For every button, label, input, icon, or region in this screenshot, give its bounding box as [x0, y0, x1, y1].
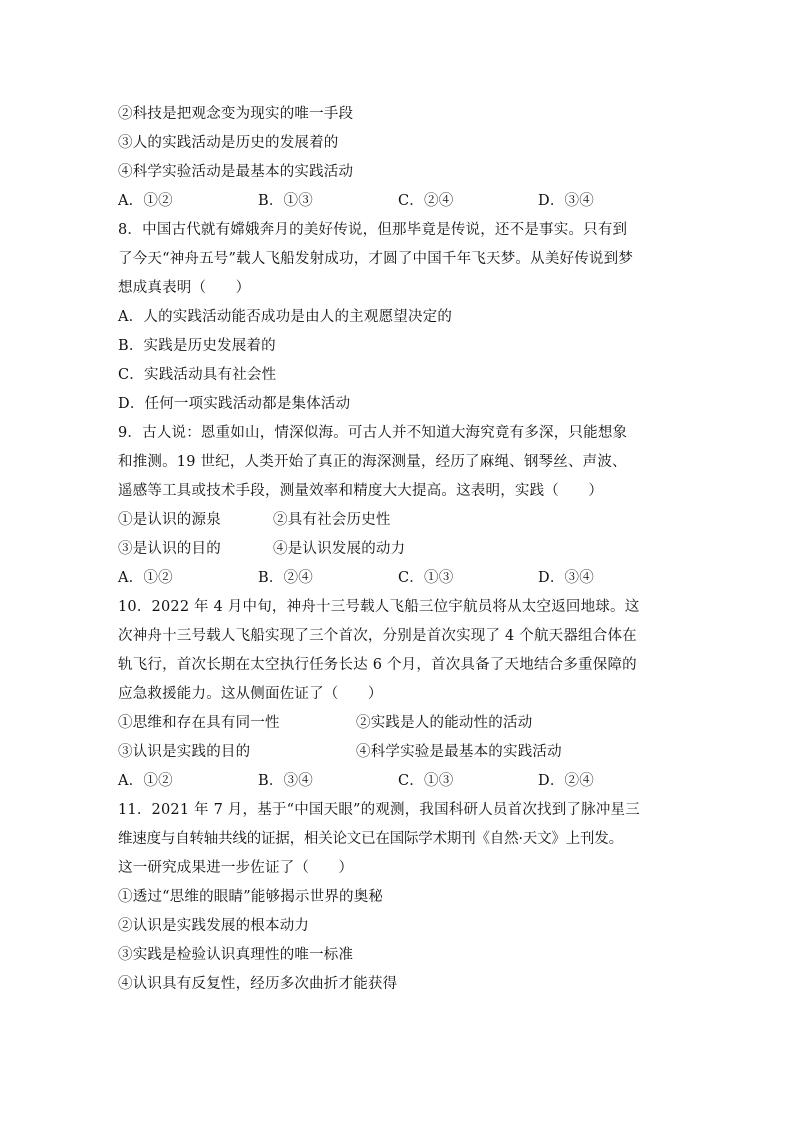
q8-option-b[interactable]: B．实践是历史发展着的 [118, 338, 276, 354]
q11-statement-3: ③实践是检验认识真理性的唯一标准 [118, 947, 354, 963]
q7-statement-4: ④科学实验活动是最基本的实践活动 [118, 164, 354, 180]
q10-statement-3: ③认识是实践的目的 [118, 744, 251, 760]
q7-statement-2: ②科技是把观念变为现实的唯一手段 [118, 106, 354, 122]
q11-statement-1: ①透过“思维的眼睛”能够揭示世界的奥秘 [118, 889, 384, 905]
q10-option-c[interactable]: C．①③ [398, 773, 454, 789]
q11-statement-2: ②认识是实践发展的根本动力 [118, 918, 310, 934]
q8-option-a[interactable]: A．人的实践活动能否成功是由人的主观愿望决定的 [118, 309, 453, 325]
q9-stem-line-1: 9．古人说：恩重如山，情深似海。可古人并不知道大海究竟有多深，只能想象 [118, 425, 628, 441]
q8-option-c[interactable]: C．实践活动具有社会性 [118, 367, 277, 383]
q10-stem-line-3: 轨飞行，首次长期在太空执行任务长达 6 个月，首次具备了天地结合多重保障的 [118, 657, 637, 673]
q8-stem-line-3: 想成真表明（ ） [118, 280, 251, 296]
q9-option-b[interactable]: B．②④ [258, 570, 313, 586]
q10-option-a[interactable]: A．①② [118, 773, 173, 789]
q10-options [118, 767, 688, 796]
q9-statements-row-2 [118, 535, 688, 564]
q10-statements-row-2 [118, 738, 688, 767]
q9-statement-2: ②具有社会历史性 [273, 512, 391, 528]
q10-statements-row-1 [118, 709, 688, 738]
q11-stem-line-3: 这一研究成果进一步佐证了（ ） [118, 860, 354, 876]
q10-stem-line-1: 10．2022 年 4 月中旬，神舟十三号载人飞船三位宇航员将从太空返回地球。这 [118, 599, 640, 615]
q7-option-a[interactable]: A．①② [118, 193, 173, 209]
q11-stem-line-2: 维速度与自转轴共线的证据，相关论文已在国际学术期刊《自然·天文》上刊发。 [118, 831, 623, 847]
q8-stem-line-2: 了今天“神舟五号”载人飞船发射成功，才圆了中国千年飞天梦。从美好传说到梦 [118, 251, 634, 267]
q11-stem-line-1: 11．2021 年 7 月，基于“中国天眼”的观测，我国科研人员首次找到了脉冲星三 [118, 802, 640, 818]
q7-option-c[interactable]: C．②④ [398, 193, 454, 209]
q9-options [118, 564, 688, 593]
q9-option-a[interactable]: A．①② [118, 570, 173, 586]
q9-statement-3: ③是认识的目的 [118, 541, 221, 557]
q9-option-d[interactable]: D．③④ [538, 570, 594, 586]
q7-options [118, 187, 688, 216]
q7-option-b[interactable]: B．①③ [258, 193, 313, 209]
q9-statement-4: ④是认识发展的动力 [273, 541, 406, 557]
q8-stem-line-1: 8．中国古代就有嫦娥奔月的美好传说，但那毕竟是传说，还不是事实。只有到 [118, 222, 628, 238]
q9-stem-line-3: 遥感等工具或技术手段，测量效率和精度大大提高。这表明，实践（ ） [118, 483, 604, 499]
q10-option-b[interactable]: B．③④ [258, 773, 313, 789]
q9-stem-line-2: 和推测。19 世纪，人类开始了真正的海深测量，经历了麻绳、钢琴丝、声波、 [118, 454, 627, 470]
exam-page [118, 100, 688, 999]
q10-stem-line-4: 应急救援能力。这从侧面佐证了（ ） [118, 686, 383, 702]
q9-statements-row-1 [118, 506, 688, 535]
q9-statement-1: ①是认识的源泉 [118, 512, 221, 528]
q8-option-d[interactable]: D．任何一项实践活动都是集体活动 [118, 396, 351, 412]
q7-option-d[interactable]: D．③④ [538, 193, 594, 209]
q10-option-d[interactable]: D．②④ [538, 773, 594, 789]
q7-statement-3: ③人的实践活动是历史的发展着的 [118, 135, 339, 151]
q9-option-c[interactable]: C．①③ [398, 570, 454, 586]
q10-statement-2: ②实践是人的能动性的活动 [356, 715, 533, 731]
q10-stem-line-2: 次神舟十三号载人飞船实现了三个首次，分别是首次实现了 4 个航天器组合体在 [118, 628, 637, 644]
q10-statement-4: ④科学实验是最基本的实践活动 [356, 744, 562, 760]
q10-statement-1: ①思维和存在具有同一性 [118, 715, 280, 731]
q11-statement-4: ④认识具有反复性，经历多次曲折才能获得 [118, 976, 398, 992]
